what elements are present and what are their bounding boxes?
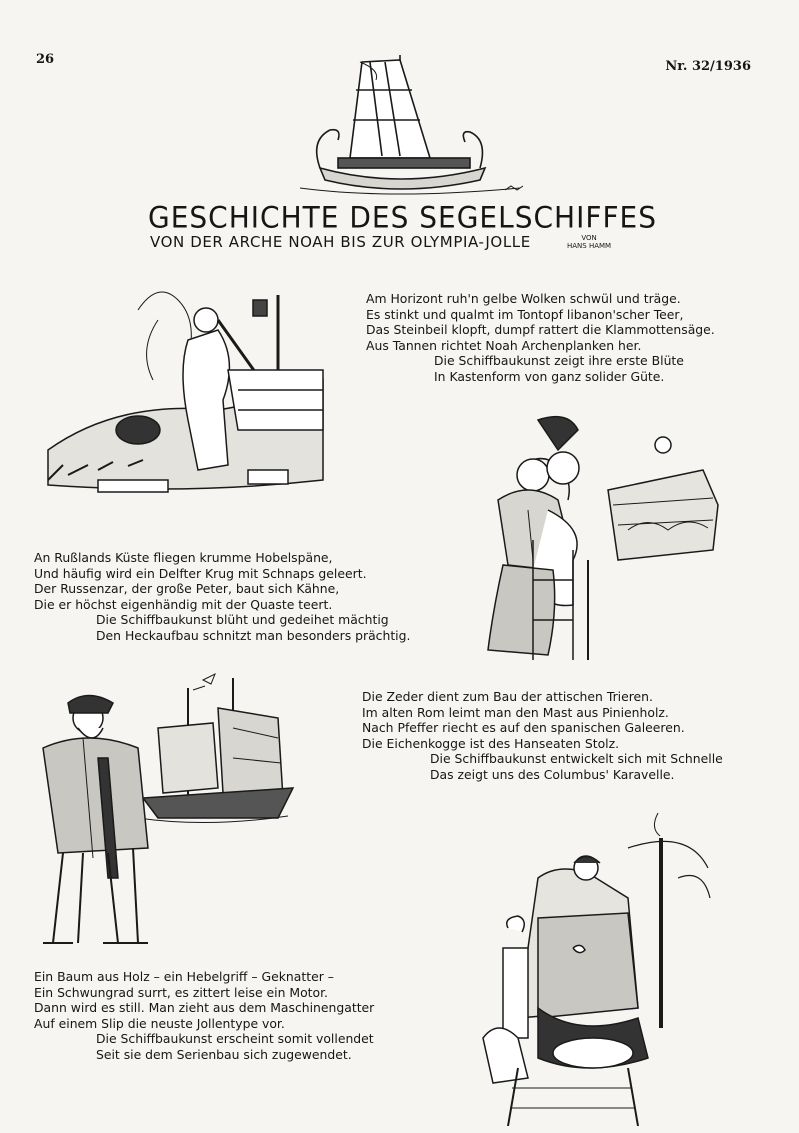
verse-refrain: In Kastenform von ganz solider Güte.: [434, 368, 665, 384]
verse-line: Und häufig wird ein Delfter Krug mit Schnaps geleert.: [34, 565, 367, 581]
verse-refrain: Die Schiffbaukunst erscheint somit vollendet: [96, 1031, 374, 1046]
verse-line: Die er höchst eigenhändig mit der Quaste teert.: [34, 596, 333, 612]
tsar-peter-illustration: [478, 410, 728, 665]
issue-number: Nr. 32/1936: [665, 59, 751, 74]
verse-1: [366, 291, 715, 384]
verse-line: Am Horizont ruh'n gelbe Wolken schwül und träge.: [366, 291, 681, 306]
verse-line: Das Steinbeil klopft, dumpf rattert die Klammottensäge.: [366, 322, 715, 337]
verse-line: Dann wird es still. Man zieht aus dem Maschinengatter: [34, 1000, 375, 1015]
author-name: HANS HAMM: [567, 242, 612, 250]
verse-line: Ein Schwungrad surrt, es zittert leise ein Motor.: [34, 984, 328, 1000]
verse-refrain: Den Heckaufbau schnitzt man besonders prächtig.: [96, 627, 411, 643]
verse-refrain: Die Schiffbaukunst blüht und gedeihet mächtig: [96, 612, 389, 627]
verse-refrain: Die Schiffbaukunst entwickelt sich mit Schnelle: [430, 751, 723, 766]
boat-factory-illustration: [478, 808, 713, 1126]
verse-refrain: Die Schiffbaukunst zeigt ihre erste Blüte: [434, 353, 684, 368]
verse-refrain: Seit sie dem Serienbau sich zugewendet.: [96, 1046, 352, 1062]
verse-line: Im alten Rom leimt man den Mast aus Pinienholz.: [362, 704, 669, 720]
verse-3: [362, 689, 723, 782]
noah-illustration: [38, 280, 338, 510]
ship-vignette: [290, 50, 540, 200]
verse-line: Aus Tannen richtet Noah Archenplanken her.: [366, 337, 642, 353]
verse-line: Nach Pfeffer riecht es auf den spanischen Galeeren.: [362, 720, 685, 735]
verse-line: Es stinkt und qualmt im Tontopf libanon'scher Teer,: [366, 306, 684, 322]
verse-2: [34, 550, 410, 643]
author-prefix: VON: [581, 234, 597, 242]
verse-line: Der Russenzar, der große Peter, baut sich Kähne,: [34, 581, 340, 596]
verse-line: Ein Baum aus Holz – ein Hebelgriff – Geknatter –: [34, 969, 334, 984]
verse-line: Die Eichenkogge ist des Hanseaten Stolz.: [362, 735, 620, 751]
page-number: 26: [36, 52, 55, 67]
verse-line: Die Zeder dient zum Bau der attischen Trieren.: [362, 689, 653, 704]
columbus-illustration: [38, 668, 298, 953]
article-title: GESCHICHTE DES SEGELSCHIFFES: [148, 200, 658, 235]
verse-line: An Rußlands Küste fliegen krumme Hobelspäne,: [34, 550, 333, 565]
verse-4: [34, 969, 374, 1062]
verse-refrain: Das zeigt uns des Columbus' Karavelle.: [430, 766, 675, 782]
article-subtitle: VON DER ARCHE NOAH BIS ZUR OLYMPIA-JOLLE: [150, 233, 531, 251]
verse-line: Auf einem Slip die neuste Jollentype vor.: [34, 1015, 285, 1031]
author-credit: [567, 234, 611, 250]
